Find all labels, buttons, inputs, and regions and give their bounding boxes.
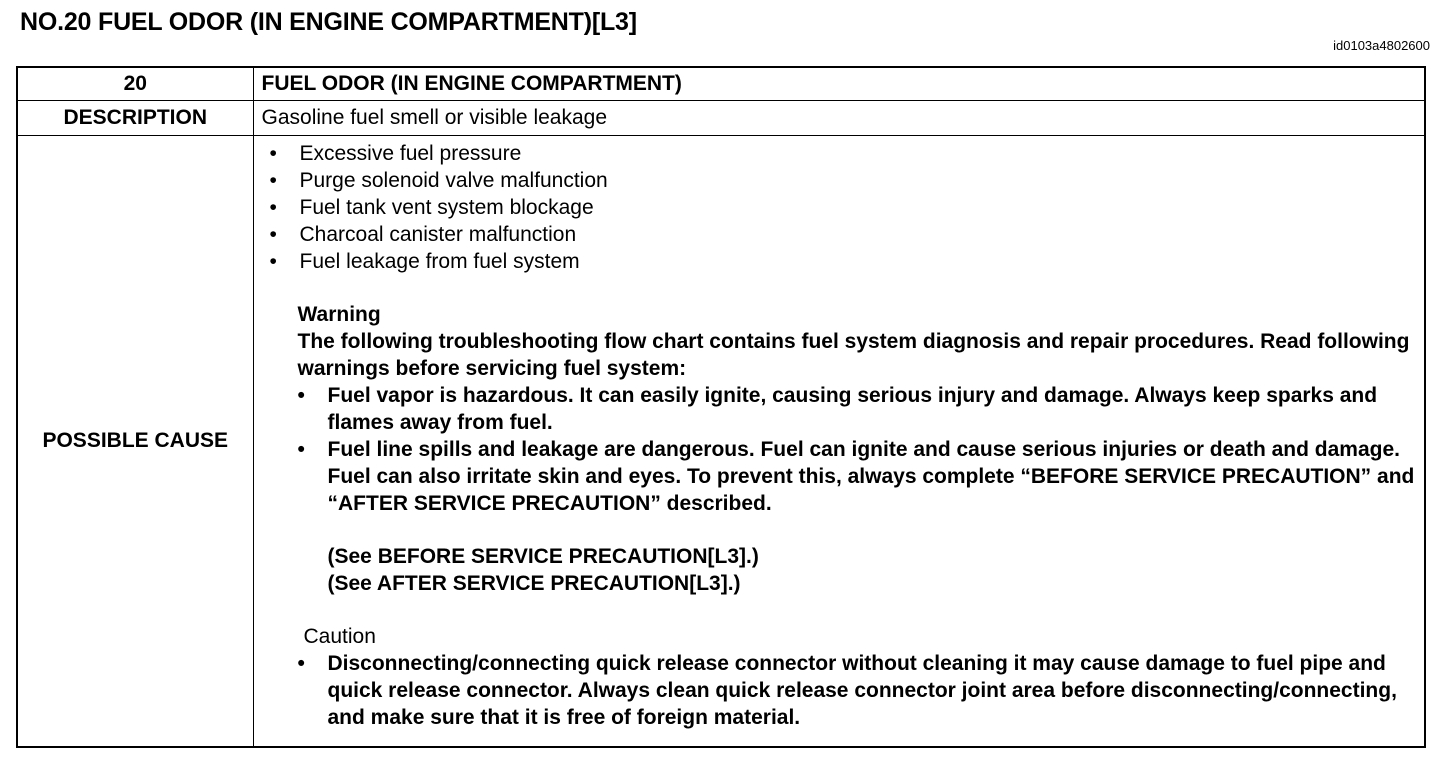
warning-block bbox=[298, 301, 1417, 597]
procedure-number: 20 bbox=[17, 67, 253, 101]
see-references bbox=[328, 543, 1417, 597]
warning-intro: The following troubleshooting flow chart contains fuel system diagnosis and repair procedures. Read following warnings before servicing fuel system: bbox=[297, 330, 1410, 380]
list-item: • Fuel line spills and leakage are dangerous. Fuel can ignite and cause serious injuries or death and damage. Fuel can also irritate skin and eyes. To prevent this, always complete “BEFORE SERVICE PRECAUTION” and “AFTER SERVICE PRECAUTION” described. bbox=[298, 436, 1417, 517]
possible-cause-row bbox=[17, 136, 1425, 748]
description-value: Gasoline fuel smell or visible leakage bbox=[253, 101, 1425, 136]
possible-cause-content bbox=[253, 136, 1425, 748]
list-item: • Fuel vapor is hazardous. It can easily ignite, causing serious injury and damage. Always keep sparks and flames away from fuel. bbox=[298, 382, 1417, 436]
see-after-service-link[interactable]: (See AFTER SERVICE PRECAUTION[L3].) bbox=[327, 572, 741, 595]
list-item: • Excessive fuel pressure bbox=[270, 140, 1417, 167]
troubleshooting-table bbox=[16, 66, 1426, 748]
caution-list bbox=[298, 650, 1417, 731]
list-item: • Fuel leakage from fuel system bbox=[270, 248, 1417, 275]
cause-list bbox=[262, 140, 1417, 275]
list-item: • Purge solenoid valve malfunction bbox=[270, 167, 1417, 194]
description-row bbox=[17, 101, 1425, 136]
caution-block bbox=[298, 623, 1417, 731]
possible-cause-label: POSSIBLE CAUSE bbox=[17, 136, 253, 748]
warning-title: Warning bbox=[297, 303, 381, 326]
page-title: NO.20 FUEL ODOR (IN ENGINE COMPARTMENT)[L3] bbox=[20, 8, 637, 36]
caution-title: Caution bbox=[303, 625, 376, 648]
list-item: • Disconnecting/connecting quick release connector without cleaning it may cause damage to fuel pipe and quick release connector. Always clean quick release connector joint area before disconnecting/connecting, and make sure that it is free of foreign material. bbox=[298, 650, 1417, 731]
list-item: • Charcoal canister malfunction bbox=[270, 221, 1417, 248]
document-id: id0103a4802600 bbox=[1333, 38, 1430, 53]
see-before-service-link[interactable]: (See BEFORE SERVICE PRECAUTION[L3].) bbox=[327, 545, 759, 568]
warning-list bbox=[298, 382, 1417, 517]
header-row bbox=[17, 67, 1425, 101]
list-item: • Fuel tank vent system blockage bbox=[270, 194, 1417, 221]
procedure-name: FUEL ODOR (IN ENGINE COMPARTMENT) bbox=[253, 67, 1425, 101]
description-label: DESCRIPTION bbox=[17, 101, 253, 136]
